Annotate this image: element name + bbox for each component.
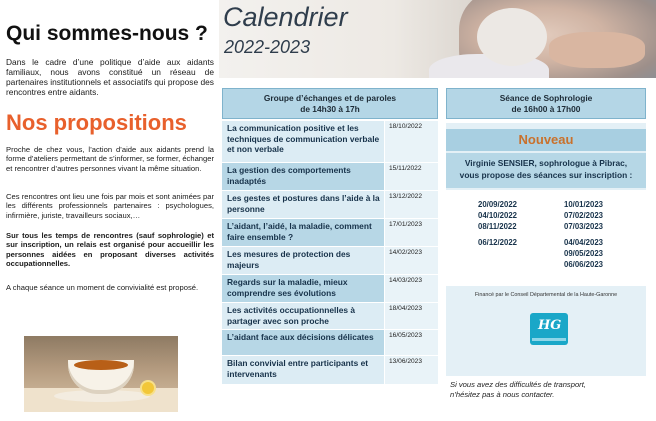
calendar-year: 2022-2023 <box>224 37 311 57</box>
sophro-dates <box>446 190 646 286</box>
session-date: 18/04/2023 <box>385 303 438 329</box>
proposals-paragraph: Sur tous les temps de rencontres (sauf sophrologie) et sur inscription, un relais est organisé pour accueillir les personnes aidées en proposant diverses activités occupationnelles. <box>6 231 214 269</box>
table-row <box>222 356 438 385</box>
table-row <box>222 163 438 191</box>
groups-header <box>222 88 438 119</box>
sophro-header-time: de 16h00 à 17h00 <box>511 104 581 114</box>
session-topic: L’aidant, l’aidé, la maladie, comment faire ensemble ? <box>222 219 384 246</box>
table-row <box>222 303 438 330</box>
sophro-date: 06/06/2023 <box>564 260 604 269</box>
session-topic: Les mesures de protection des majeurs <box>222 247 384 274</box>
about-heading: Qui sommes-nous ? <box>6 22 208 45</box>
sophro-date: 06/12/2022 <box>478 238 518 247</box>
sophro-date: 04/04/2023 <box>564 238 604 247</box>
left-column <box>0 0 218 421</box>
about-text: Dans le cadre d’une politique d’aide aux aidants familiaux, nous avons constitué un réseau de partenaires institutionnels et associatifs qui propose des rencontres entre aidants. <box>6 57 214 97</box>
logo-mark: HG <box>538 318 562 333</box>
sophro-header <box>446 88 646 119</box>
table-row <box>222 275 438 303</box>
session-topic: La gestion des comportements inadaptés <box>222 163 384 190</box>
proposals-paragraph: A chaque séance un moment de convivialité est proposé. <box>6 283 199 292</box>
table-row <box>222 121 438 163</box>
proposals-heading: Nos propositions <box>6 110 187 135</box>
table-row <box>222 219 438 247</box>
session-topic: Les activités occupationnelles à partager avec son proche <box>222 303 384 329</box>
new-badge: Nouveau <box>446 129 646 151</box>
sophro-date: 20/09/2022 <box>478 200 518 209</box>
tea-cup-image <box>24 336 178 412</box>
groups-header-time: de 14h30 à 17h <box>300 104 360 114</box>
sophro-date: 08/11/2022 <box>478 222 517 231</box>
session-date: 13/12/2022 <box>385 191 438 218</box>
sophro-header-title: Séance de Sophrologie <box>499 93 593 103</box>
groups-header-title: Groupe d’échanges et de paroles <box>263 93 397 103</box>
sophro-date: 09/05/2023 <box>564 249 604 258</box>
department-logo <box>530 313 568 345</box>
sophro-date: 07/02/2023 <box>564 211 604 220</box>
funding-note: Financé par le Conseil Départemental de la Haute-Garonne <box>474 292 618 298</box>
presenter-block <box>446 153 646 188</box>
header-banner <box>219 0 656 78</box>
session-topic: La communication positive et les techniques de communication verbale et non verbale <box>222 121 384 162</box>
session-topic: L’aidant face aux décisions délicates <box>222 330 384 355</box>
table-row <box>222 247 438 275</box>
session-topic: Les gestes et postures dans l’aide à la personne <box>222 191 384 218</box>
transport-note-line: n’hésitez pas à nous contacter. <box>450 390 555 399</box>
session-date: 15/11/2022 <box>385 163 438 190</box>
sophro-date: 04/10/2022 <box>478 211 518 220</box>
sophro-date: 10/01/2023 <box>564 200 604 209</box>
session-date: 16/05/2023 <box>385 330 438 355</box>
table-row <box>222 330 438 356</box>
proposals-paragraph: Ces rencontres ont lieu une fois par mois et sont animées par les différents professionnels partenaires : psychologues, infirmière, juriste, travailleurs sociaux,… <box>6 192 214 220</box>
session-date: 17/01/2023 <box>385 219 438 246</box>
presenter-line: vous propose des séances sur inscription : <box>459 170 633 180</box>
presenter-line: Virginie SENSIER, sophrologue à Pibrac, <box>464 158 628 168</box>
dates-column-2022 <box>478 199 517 248</box>
transport-note-line: Si vous avez des difficultés de transport, <box>450 380 586 389</box>
table-row <box>222 191 438 219</box>
session-topic: Regards sur la maladie, mieux comprendre ses évolutions <box>222 275 384 302</box>
calendar-title: Calendrier <box>223 2 348 32</box>
dates-column-2023 <box>564 199 603 270</box>
sophro-date: 07/03/2023 <box>564 222 604 231</box>
session-topic: Bilan convivial entre participants et intervenants <box>222 356 384 384</box>
proposals-paragraph: Proche de chez vous, l’action d’aide aux aidants prend la forme d’ateliers permettant de s’informer, se former, échanger et rencontrer d’autres personnes vivant la même situation. <box>6 145 214 173</box>
transport-note <box>450 380 650 400</box>
session-date: 18/10/2022 <box>385 121 438 162</box>
session-date: 14/03/2023 <box>385 275 438 302</box>
session-date: 14/02/2023 <box>385 247 438 274</box>
session-date: 13/06/2023 <box>385 356 438 384</box>
groups-table <box>222 121 438 385</box>
